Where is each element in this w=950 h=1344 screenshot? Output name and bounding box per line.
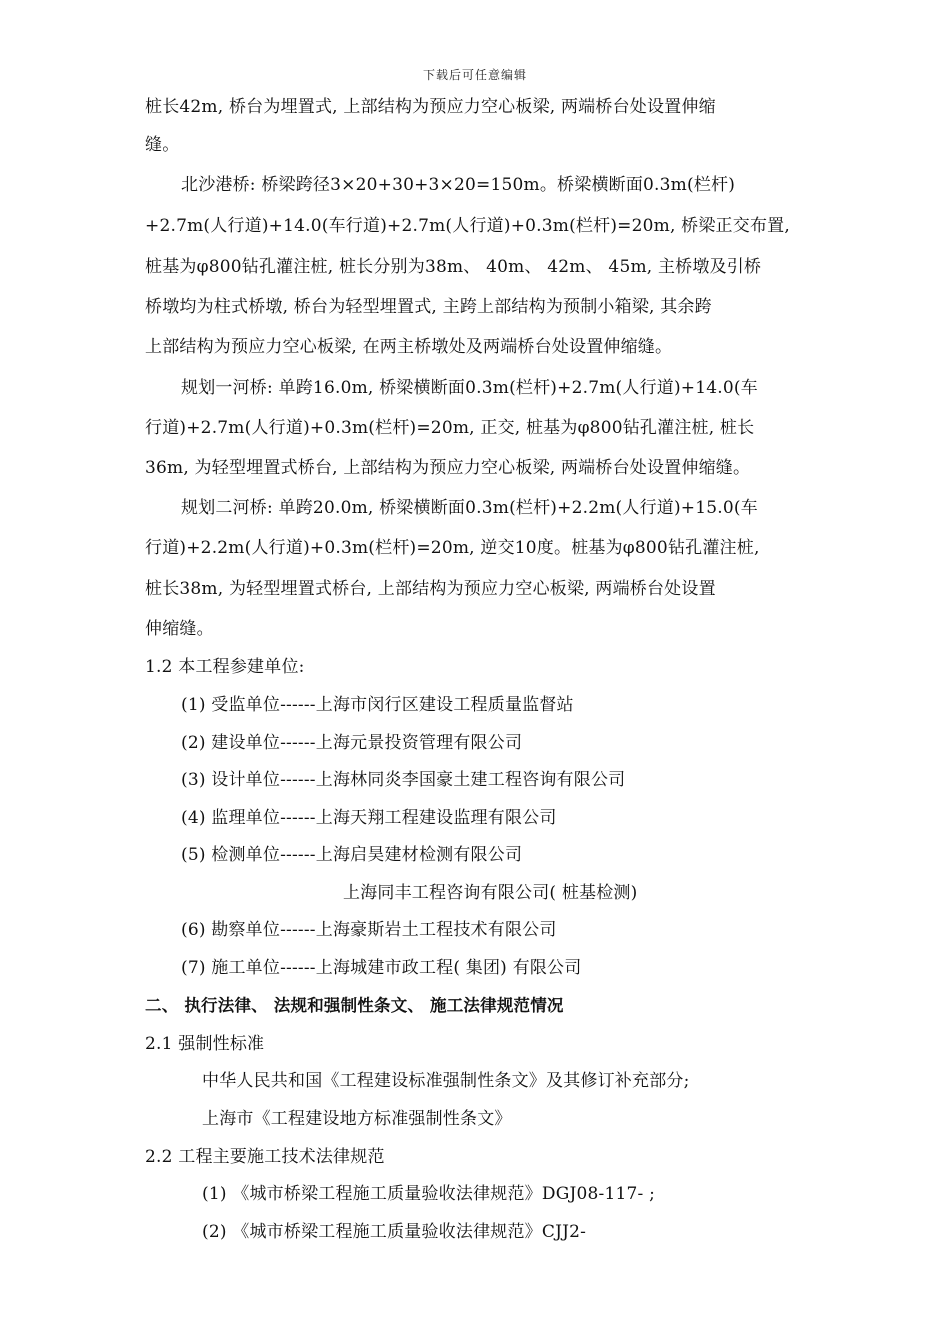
text-line: 北沙港桥: 桥梁跨径3×20+30+3×20=150m。桥梁横断面0.3m(栏杆) <box>181 175 736 195</box>
list-item: (1) 《城市桥梁工程施工质量验收法律规范》DGJ08-117- ; <box>202 1184 656 1204</box>
text-line: 行道)+2.2m(人行道)+0.3m(栏杆)=20m, 逆交10度。桩基为φ800钻孔灌注桩, <box>145 538 760 558</box>
section-heading: 1.2 本工程参建单位: <box>145 657 305 677</box>
text-line: 桩基为φ800钻孔灌注桩, 桩长分别为38m、 40m、 42m、 45m, 主桥墩及引桥 <box>145 257 762 277</box>
text-line: 规划一河桥: 单跨16.0m, 桥梁横断面0.3m(栏杆)+2.7m(人行道)+14.0(车 <box>181 378 758 398</box>
list-item: (3) 设计单位------上海林同炎李国豪土建工程咨询有限公司 <box>181 770 626 790</box>
text-line: 桩长38m, 为轻型埋置式桥台, 上部结构为预应力空心板梁, 两端桥台处设置 <box>145 579 716 599</box>
text-line: 上部结构为预应力空心板梁, 在两主桥墩处及两端桥台处设置伸缩缝。 <box>145 337 673 357</box>
list-item: (5) 检测单位------上海启昊建材检测有限公司 <box>181 845 523 865</box>
text-line: 桩长42m, 桥台为埋置式, 上部结构为预应力空心板梁, 两端桥台处设置伸缩 <box>145 97 716 117</box>
text-line: 伸缩缝。 <box>145 619 214 639</box>
list-item: 上海市《工程建设地方标准强制性条文》 <box>202 1109 512 1129</box>
list-item: (1) 受监单位------上海市闵行区建设工程质量监督站 <box>181 695 574 715</box>
list-item: (7) 施工单位------上海城建市政工程( 集团) 有限公司 <box>181 958 582 978</box>
list-item-continuation: 上海同丰工程咨询有限公司( 桩基检测) <box>343 883 638 903</box>
page-header: 下载后可任意编辑 <box>422 68 527 82</box>
text-line: 缝。 <box>145 135 180 155</box>
chapter-heading: 二、 执行法律、 法规和强制性条文、 施工法律规范情况 <box>145 996 564 1015</box>
section-heading: 2.1 强制性标准 <box>145 1034 265 1054</box>
list-item: 中华人民共和国《工程建设标准强制性条文》及其修订补充部分; <box>202 1071 690 1091</box>
text-line: 行道)+2.7m(人行道)+0.3m(栏杆)=20m, 正交, 桩基为φ800钻孔灌注桩, 桩长 <box>145 418 755 438</box>
text-line: 桥墩均为柱式桥墩, 桥台为轻型埋置式, 主跨上部结构为预制小箱梁, 其余跨 <box>145 297 712 317</box>
text-line: +2.7m(人行道)+14.0(车行道)+2.7m(人行道)+0.3m(栏杆)=20m, 桥梁正交布置, <box>145 216 790 236</box>
list-item: (2) 建设单位------上海元景投资管理有限公司 <box>181 733 523 753</box>
text-line: 36m, 为轻型埋置式桥台, 上部结构为预应力空心板梁, 两端桥台处设置伸缩缝。 <box>145 458 751 478</box>
text-line: 规划二河桥: 单跨20.0m, 桥梁横断面0.3m(栏杆)+2.2m(人行道)+15.0(车 <box>181 498 758 518</box>
list-item: (6) 勘察单位------上海豪斯岩土工程技术有限公司 <box>181 920 557 940</box>
list-item: (2) 《城市桥梁工程施工质量验收法律规范》CJJ2- <box>202 1222 587 1242</box>
list-item: (4) 监理单位------上海天翔工程建设监理有限公司 <box>181 808 557 828</box>
section-heading: 2.2 工程主要施工技术法律规范 <box>145 1147 385 1167</box>
